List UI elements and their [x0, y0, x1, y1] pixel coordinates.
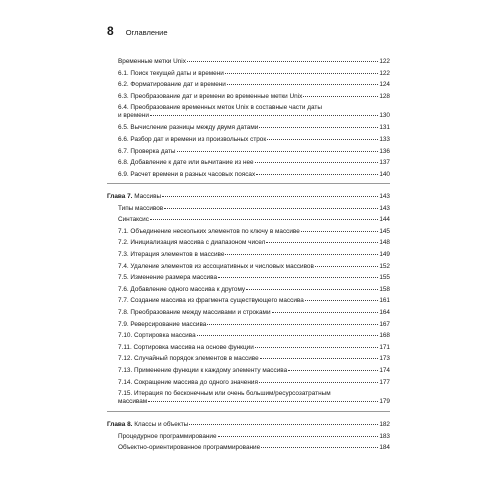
toc-entry-row [118, 321, 390, 329]
toc-page-number: 177 [379, 378, 390, 386]
dot-leader [267, 139, 378, 140]
toc-entry-title: 6.8. Добавление к дате или вычитание из нее [118, 159, 254, 167]
toc-entry-label [107, 193, 161, 201]
toc-entry-label [118, 344, 254, 352]
toc-entry [107, 367, 390, 375]
dot-leader [259, 127, 378, 128]
toc-entry-row [118, 274, 390, 282]
toc-entry-title: 7.13. Применение функции к каждому элементу массива [118, 367, 288, 374]
toc-entry-label [118, 274, 217, 282]
toc-entry-title: 6.1. Поиск текущей даты и времени [118, 69, 224, 77]
toc-entry-label [118, 398, 147, 406]
toc-entry [107, 193, 390, 201]
toc-entry-title: Процедурное программирование [118, 432, 217, 440]
toc-entry-title: 7.8. Преобразование между массивами и строками [118, 309, 271, 316]
dot-leader [315, 266, 378, 267]
toc-entry-title: 7.4. Удаление элементов из ассоциативных и числовых массивов [118, 262, 314, 270]
dot-leader [227, 84, 378, 85]
toc-entry [107, 70, 390, 78]
toc-entry-title: 6.7. Проверка даты [118, 147, 176, 155]
toc-entry [107, 93, 390, 101]
toc-entry-label [118, 124, 258, 132]
toc-entry [107, 332, 390, 340]
toc-entry-label [118, 216, 149, 224]
dot-leader [266, 242, 378, 243]
dot-leader [187, 61, 378, 62]
dot-leader [197, 335, 379, 336]
toc-entry-title: Массивы [132, 193, 162, 200]
dot-leader [148, 401, 378, 402]
toc-entry-row [118, 81, 390, 89]
toc-entry-label [118, 70, 224, 78]
toc-entry [107, 81, 390, 89]
toc-entry-label [118, 159, 254, 167]
toc-entry-label [118, 112, 149, 120]
dot-leader [261, 447, 378, 448]
dot-leader [301, 231, 379, 232]
toc-entry-row [118, 239, 390, 247]
toc-page-number: 168 [379, 332, 390, 340]
toc-entry-row [118, 148, 390, 156]
toc-entry-title: 7.11. Сортировка массива на основе функции [118, 343, 254, 351]
dot-leader [303, 96, 378, 97]
toc-entry-label [118, 263, 314, 271]
toc-entry-title: Временные метки Unix [118, 58, 186, 65]
dot-leader [256, 174, 378, 175]
toc-entry [107, 433, 390, 441]
toc-entry-title: Синтаксис [118, 216, 149, 224]
toc-entry-label [118, 228, 300, 236]
toc-page-number: 183 [379, 432, 390, 440]
toc-entry-title: 6.9. Расчет времени в разных часовых поясах [118, 170, 256, 178]
toc-entry [107, 263, 390, 271]
dot-leader [218, 277, 378, 278]
toc-entry [107, 58, 390, 66]
toc-entry-row [118, 263, 390, 271]
toc-page-number: 171 [379, 343, 390, 351]
toc-entry-title: 7.5. Изменение размера массива [118, 274, 218, 282]
toc-entry-label [118, 309, 271, 317]
toc-page-number: 173 [379, 355, 390, 363]
toc-entry [107, 309, 390, 317]
chapter-number: Глава 7. [107, 193, 133, 200]
toc-entry-title: 7.9. Реверсирование массива [118, 320, 207, 328]
toc-entry-label-line1: 6.4. Преобразование временных меток Unix в составные части даты [118, 104, 322, 112]
toc-entry-title: 7.3. Итерация элементов в массиве [118, 251, 225, 258]
toc-entry [107, 321, 390, 329]
toc-entry-row [118, 159, 390, 167]
toc-entry [107, 390, 390, 406]
toc-entry-label [118, 136, 266, 144]
toc-entry-row [118, 433, 390, 441]
toc-entry-row [118, 297, 390, 305]
toc-entry-row [118, 344, 390, 352]
toc-entry-row [118, 205, 390, 213]
toc-entry-title: 6.6. Разбор дат и времени из произвольных строк [118, 135, 267, 143]
toc-page-number: 131 [379, 124, 390, 132]
toc-page-number: 122 [379, 58, 390, 65]
toc-entry-label [118, 433, 217, 441]
toc-entry [107, 205, 390, 213]
toc-page-number: 133 [379, 135, 390, 143]
toc-entry-title: 7.2. Инициализация массива с диапазоном чисел [118, 239, 266, 247]
toc-page-number: 164 [379, 309, 390, 316]
toc-page-number: 152 [379, 262, 390, 270]
toc-page-number: 182 [379, 421, 390, 428]
toc-entry-label-line1: 7.15. Итерация по бесконечным или очень большим/ресурсозатратным [118, 390, 331, 398]
section-divider [107, 411, 390, 412]
toc-page-number: 155 [379, 274, 390, 282]
toc-entry-row [118, 398, 390, 406]
toc-entry-row [118, 444, 390, 452]
toc-entry [107, 239, 390, 247]
toc-entry-title: 7.10. Сортировка массива [118, 332, 196, 340]
toc-entry-label [118, 81, 226, 89]
toc-entry-row [118, 228, 390, 236]
toc-entry [107, 286, 390, 294]
toc-entry-label [118, 367, 287, 375]
dot-leader [288, 370, 378, 371]
toc-page-number: 149 [379, 251, 390, 258]
toc-entry-row [118, 216, 390, 224]
toc-entry [107, 124, 390, 132]
toc-entry-label [118, 251, 224, 259]
toc-entry-label [118, 58, 186, 66]
dot-leader [150, 115, 378, 116]
toc-entry-row [118, 112, 390, 120]
toc-entry [107, 104, 390, 120]
dot-leader [164, 208, 378, 209]
toc-entry [107, 379, 390, 387]
toc-entry-title: 6.5. Вычисление разницы между двумя датами [118, 124, 259, 132]
dot-leader [162, 196, 378, 197]
toc-entry-row [118, 309, 390, 317]
toc-page-number: 179 [379, 398, 390, 406]
dot-leader [207, 324, 378, 325]
toc-entry [107, 355, 390, 363]
toc-entry-label [118, 286, 245, 294]
toc-entry-row [118, 367, 390, 375]
toc-entry [107, 344, 390, 352]
dot-leader [225, 73, 379, 74]
dot-leader [189, 424, 378, 425]
toc-entry-label [118, 379, 258, 387]
toc-entry [107, 297, 390, 305]
toc-entry-row [118, 171, 390, 179]
dot-leader [255, 347, 379, 348]
toc-entry-label [118, 171, 255, 179]
toc-entry-label [118, 148, 176, 156]
toc-entry [107, 216, 390, 224]
toc-entry-label [118, 205, 163, 213]
section-divider [107, 183, 390, 184]
toc-entry [107, 444, 390, 452]
toc-entry-label [118, 239, 265, 247]
toc-page-number: 148 [379, 239, 390, 247]
toc-entry-row [107, 193, 390, 201]
toc-entry-title: массивам [118, 398, 148, 406]
toc-entry-label [118, 332, 196, 340]
toc-entry-row [118, 124, 390, 132]
toc-entry-title: 7.1. Объединение нескольких элементов по ключу в массиве [118, 227, 300, 235]
toc-entry-row [118, 136, 390, 144]
toc-page-number: 143 [379, 204, 390, 212]
toc-entry-label [118, 355, 259, 363]
dot-leader [272, 312, 379, 313]
toc-entry [107, 148, 390, 156]
dot-leader [260, 358, 379, 359]
toc-entry-row [118, 93, 390, 101]
toc-page-number: 158 [379, 285, 390, 293]
toc-entry [107, 274, 390, 282]
toc-entry-title: 7.7. Создание массива из фрагмента существующего массива [118, 297, 304, 305]
toc-page-number: 137 [379, 159, 390, 167]
toc-entry [107, 251, 390, 259]
toc-entry [107, 421, 390, 429]
toc-page-number: 161 [379, 297, 390, 305]
toc-entry-title: 7.12. Случайный порядок элементов в массиве [118, 355, 259, 363]
toc-entry-title: 7.14. Сокращение массива до одного значения [118, 378, 258, 386]
toc-entry-row [107, 421, 390, 429]
toc-entry-label [118, 297, 304, 305]
toc-entry-title: 6.3. Преобразование дат и времени во временные метки Unix [118, 92, 303, 100]
toc-page-number: 184 [379, 444, 390, 452]
toc-entry-title: Классы и объекты [132, 421, 189, 428]
toc-entry [107, 171, 390, 179]
toc-entry-row [118, 286, 390, 294]
toc-entry-row [118, 58, 390, 66]
toc-entry-row [118, 379, 390, 387]
toc-entry-label [118, 93, 302, 101]
toc-page-number: 130 [379, 112, 390, 120]
toc-page-number: 145 [379, 227, 390, 235]
toc-entry [107, 228, 390, 236]
toc-page-number: 124 [379, 81, 390, 89]
dot-leader [218, 436, 379, 437]
dot-leader [259, 382, 378, 383]
running-head [107, 24, 168, 38]
toc-entry-row [118, 70, 390, 78]
toc-page-number: 174 [379, 367, 390, 374]
toc-entry-title: 6.2. Форматирование дат и времени [118, 81, 226, 89]
toc-page-number: 140 [379, 170, 390, 178]
running-head-title: Оглавление [125, 28, 168, 37]
dot-leader [225, 254, 378, 255]
toc-page-number: 128 [379, 92, 390, 100]
dot-leader [150, 219, 378, 220]
toc-page-number: 144 [379, 216, 390, 224]
toc-page-number: 167 [379, 320, 390, 328]
toc-entry [107, 159, 390, 167]
toc-page-number: 136 [379, 147, 390, 155]
dot-leader [255, 162, 379, 163]
dot-leader [305, 300, 379, 301]
chapter-number: Глава 8. [107, 421, 133, 428]
toc-entry-row [118, 355, 390, 363]
toc-entry-row [118, 332, 390, 340]
dot-leader [246, 289, 378, 290]
toc-page-number: 143 [379, 193, 390, 200]
toc-entry-row [118, 251, 390, 259]
toc-entry [107, 136, 390, 144]
toc-entry-label [107, 421, 188, 429]
toc-entry-title: Объектно-ориентированное программирование [118, 444, 261, 452]
dot-leader [177, 151, 379, 152]
toc-entry-title: 7.6. Добавление одного массива к другому [118, 285, 246, 293]
toc-page-number: 122 [379, 69, 390, 77]
toc-entry-title: и времени [118, 112, 149, 120]
page-number: 8 [107, 24, 114, 38]
toc-entry-title: Типы массивов [118, 204, 164, 212]
toc-entry-label [118, 444, 260, 452]
toc-entry-label [118, 321, 206, 329]
